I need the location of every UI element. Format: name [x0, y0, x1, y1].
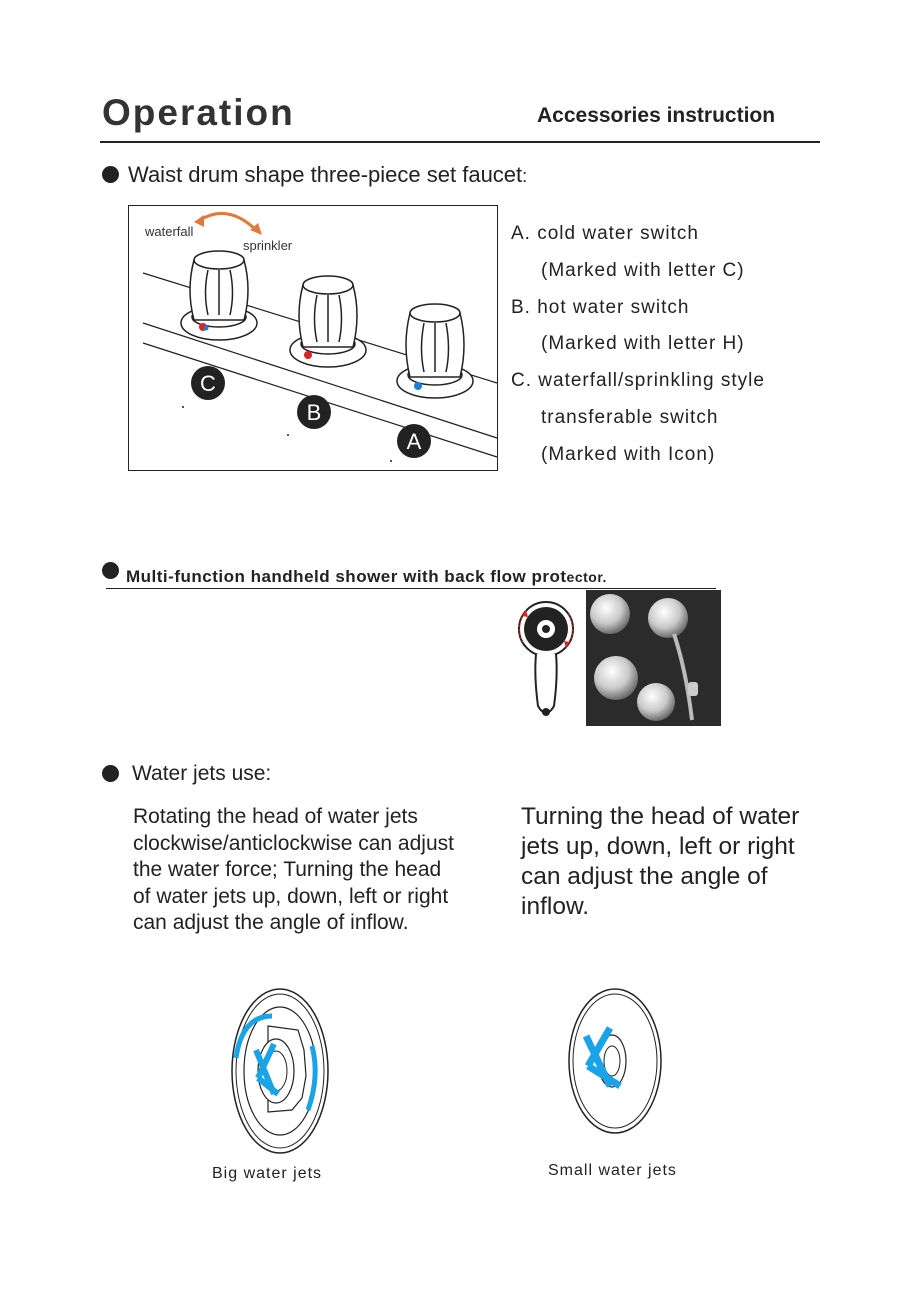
handle-b: [290, 276, 366, 367]
list-item: (Marked with Icon): [541, 443, 716, 465]
letter-b: B: [306, 400, 322, 425]
sprinkler-label: sprinkler: [243, 238, 293, 253]
jets-heading: Water jets use:: [132, 762, 272, 785]
shower-heading: Multi-function handheld shower with back flow protector.: [126, 567, 607, 586]
page-title: Operation: [102, 92, 295, 133]
list-item: transferable switch: [541, 406, 719, 428]
big-jets-caption: Big water jets: [212, 1165, 323, 1182]
big-water-jet-diagram: [228, 986, 330, 1156]
waterfall-label: waterfall: [145, 224, 194, 239]
shower-photo: [586, 590, 721, 726]
big-jets-description: Rotating the head of water jets clockwise/anticlockwise can adjust the water force; Turning the head of water jets up, down, left or right can adjust the angle of inflow.: [133, 805, 454, 935]
letter-a: A: [406, 429, 422, 454]
handheld-shower-diagram: [512, 596, 582, 724]
faucet-diagram: [128, 205, 498, 471]
small-jets-description: Turning the head of water jets up, down, left or right can adjust the angle of inflow.: [521, 803, 800, 920]
small-water-jet-diagram: [566, 986, 664, 1136]
bullet-icon: [102, 765, 119, 782]
list-item: (Marked with letter H): [541, 333, 745, 355]
switch-list: [511, 216, 765, 474]
list-item: A. cold water switch: [511, 223, 699, 244]
shower-heading-underline: [106, 588, 716, 589]
header-divider: [100, 141, 820, 143]
handle-c: [181, 251, 257, 340]
list-item: (Marked with letter C): [541, 259, 745, 281]
faucet-heading: Waist drum shape three-piece set faucet:: [128, 162, 528, 187]
bullet-icon: [102, 166, 119, 183]
handle-a: [397, 304, 473, 398]
bullet-icon: [102, 562, 119, 579]
list-item: B. hot water switch: [511, 296, 690, 318]
small-jets-caption: Small water jets: [548, 1162, 677, 1179]
page-subtitle: Accessories instruction: [537, 104, 776, 127]
letter-c: C: [200, 371, 216, 396]
list-item: C. waterfall/sprinkling style: [511, 370, 765, 392]
